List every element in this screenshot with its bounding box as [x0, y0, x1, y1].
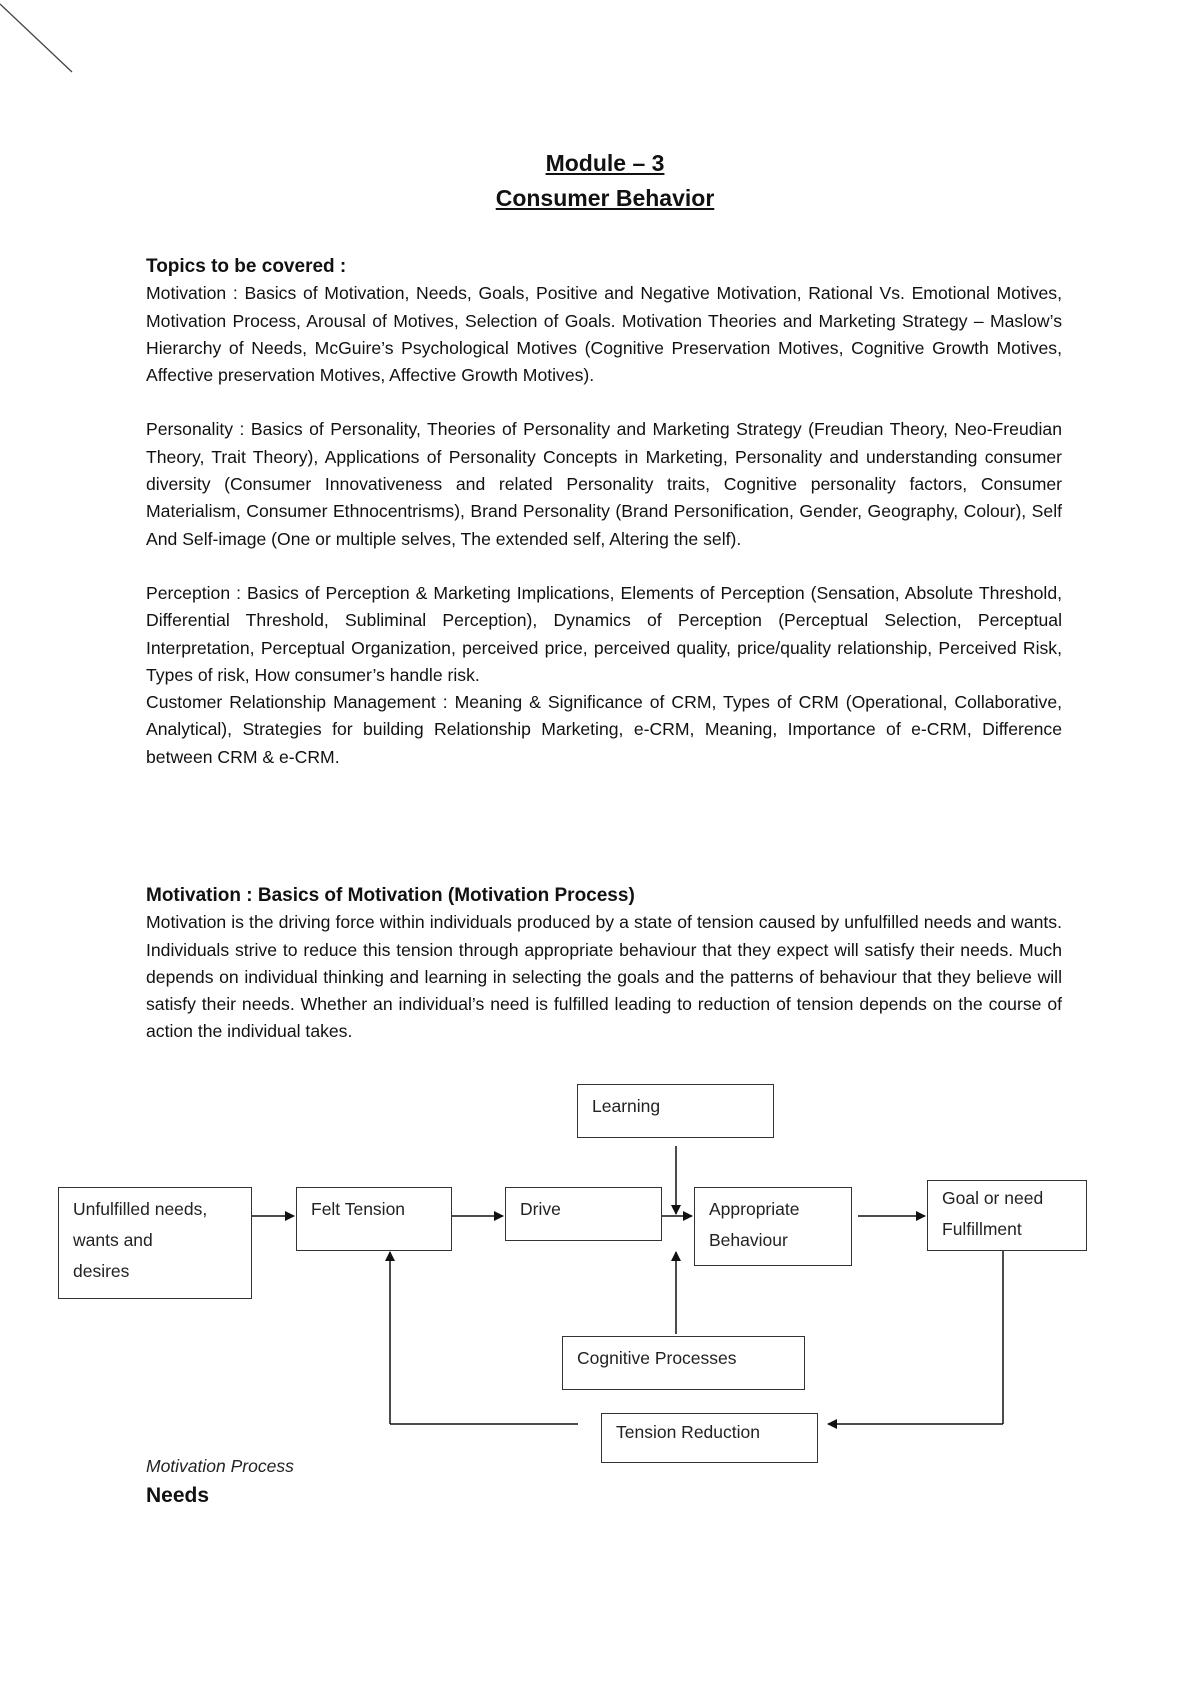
learning-box: [577, 1084, 774, 1138]
topic-perception: Perception : Basics of Perception & Marketing Implications, Elements of Perception (Sensation, Absolute Threshold, Differential Threshold, Subliminal Perception), Dynamics of Perception (Perceptual Selection, Perceptual Interpretation, Perceptual Organization, perceived price, perceived quality, price/quality relationship, Perceived Risk, Types of risk, How consumer’s handle risk.: [146, 582, 1062, 685]
behaviour-line-1: Appropriate: [709, 1199, 800, 1219]
module-title: Module – 3: [545, 150, 665, 176]
behaviour-line-2: Behaviour: [709, 1230, 788, 1250]
unfulfilled-line-2: wants and: [73, 1230, 153, 1250]
goal-line-2: Fulfillment: [942, 1219, 1022, 1239]
felt-tension-box: [296, 1187, 452, 1251]
drive-label: Drive: [520, 1199, 561, 1219]
figure-caption: Motivation Process: [146, 1456, 294, 1476]
topics-heading: Topics to be covered :: [146, 256, 347, 277]
section-heading: Motivation : Basics of Motivation (Motivation Process): [146, 885, 635, 906]
topic-personality: Personality : Basics of Personality, Theories of Personality and Marketing Strategy (Freudian Theory, Neo-Freudian Theory, Trait Theory), Applications of Personality Concepts in Marketing, Personality and understanding consumer diversity (Consumer Innovativeness and related Personality traits, Cognitive personality factors, Consumer Materialism, Consumer Ethnocentrisms), Brand Personality (Brand Personification, Gender, Geography, Colour), Self And Self-image (One or multiple selves, The extended self, Altering the self).: [146, 419, 1062, 549]
cognitive-label: Cognitive Processes: [577, 1348, 737, 1368]
unfulfilled-needs-box: [58, 1187, 252, 1299]
goal-fulfillment-box: [927, 1180, 1087, 1251]
section-body: Motivation is the driving force within individuals produced by a state of tension caused by unfulfilled needs and wants. Individuals strive to reduce this tension through appropriate behaviour that they expect will satisfy their needs. Much depends on individual thinking and learning in selecting the goals and the patterns of behaviour that they believe will satisfy their needs. Whether an individual’s need is fulfilled leading to reduction of tension depends on the course of action the individual takes.: [146, 912, 1062, 1042]
tension-reduction-box: [601, 1413, 818, 1463]
cognitive-processes-box: [562, 1336, 805, 1390]
needs-heading: Needs: [146, 1484, 210, 1507]
motivation-section: [146, 882, 1062, 1046]
drive-box: [505, 1187, 662, 1241]
corner-fold-line: [0, 0, 80, 80]
topic-motivation: Motivation : Basics of Motivation, Needs, Goals, Positive and Negative Motivation, Rational Vs. Emotional Motives, Motivation Process, Arousal of Motives, Selection of Goals. Motivation Theories and Marketing Strategy – Maslow’s Hierarchy of Needs, McGuire’s Psychological Motives (Cognitive Preservation Motives, Cognitive Growth Motives, Affective preservation Motives, Affective Growth Motives).: [146, 283, 1062, 386]
subject-title: Consumer Behavior: [495, 185, 715, 211]
felt-tension-label: Felt Tension: [311, 1199, 406, 1219]
topic-crm: Customer Relationship Management : Meaning & Significance of CRM, Types of CRM (Operational, Collaborative, Analytical), Strategies for building Relationship Marketing, e-CRM, Meaning, Importance of e-CRM, Difference between CRM & e-CRM.: [146, 692, 1062, 767]
appropriate-behaviour-box: [694, 1187, 852, 1266]
goal-line-1: Goal or need: [942, 1188, 1044, 1208]
learning-label: Learning: [592, 1096, 661, 1116]
tension-reduction-label: Tension Reduction: [616, 1422, 760, 1442]
unfulfilled-line-3: desires: [73, 1261, 130, 1281]
topics-section: [146, 253, 1062, 771]
unfulfilled-line-1: Unfulfilled needs,: [73, 1199, 208, 1219]
